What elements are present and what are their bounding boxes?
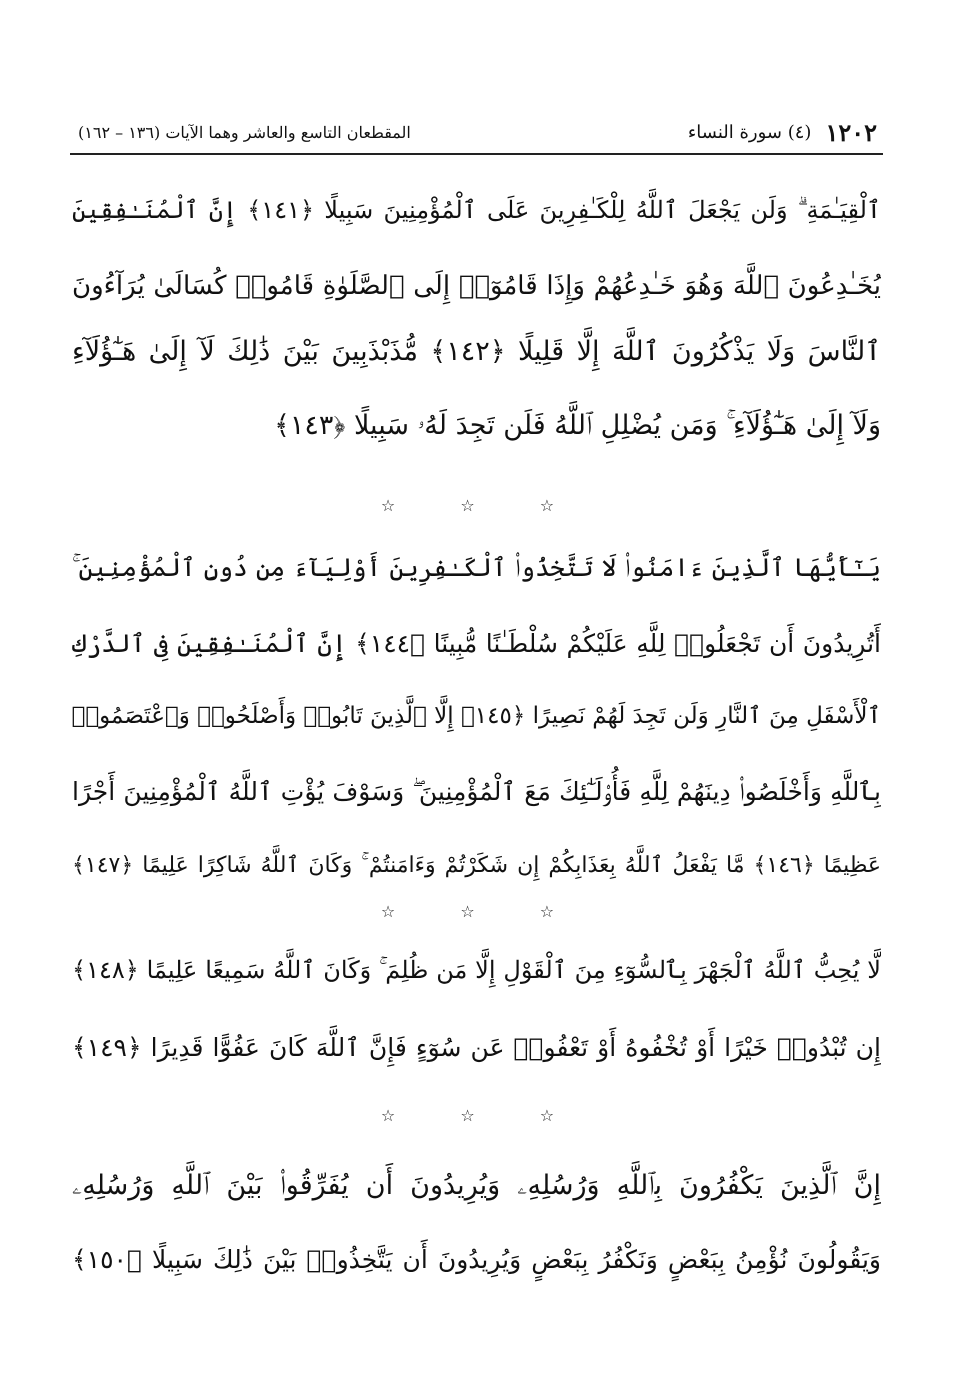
verse-line: يَـٰٓأَيُّهَا ٱلَّذِينَ ءَامَنُوا۟ لَا تَتَّخِذُوا۟ ٱلْكَـٰفِرِينَ أَوْلِيَآءَ مِن دُونِ ٱلْمُؤْمِنِينَ ۚ [72,553,881,582]
header-rule [70,153,883,155]
separator-stars: ☆ ☆ ☆ [380,496,585,515]
section-title: المقطعان التاسع والعاشر وهما الآيات (١٣٦ – ١٦٢) [78,122,411,142]
verse-line: ٱلْأَسْفَلِ مِنَ ٱلنَّارِ وَلَن تَجِدَ لَهُمْ نَصِيرًا ﴿١٤٥﴾ إِلَّا ٱلَّذِينَ تَابُوا۟ وَأَصْلَحُوا۟ وَٱعْتَصَمُوا۟ [72,703,881,729]
verse-line: لَّا يُحِبُّ ٱللَّهُ ٱلْجَهْرَ بِٱلسُّوٓءِ مِنَ ٱلْقَوْلِ إِلَّا مَن ظُلِمَ ۚ وَكَانَ ٱللَّهُ سَمِيعًا عَلِيمًا ﴿١٤٨﴾ [72,956,881,984]
header-right [688,118,877,147]
page-number: ١٢٠٢ [825,117,877,147]
running-header [78,114,877,150]
verse-line: وَلَآ إِلَىٰ هَـٰٓؤُلَآءِ ۚ وَمَن يُضْلِلِ ٱللَّهُ فَلَن تَجِدَ لَهُۥ سَبِيلًا ﴿١٤٣﴾ [274,410,881,441]
verse-line: وَيَقُولُونَ نُؤْمِنُ بِبَعْضٍ وَنَكْفُرُ بِبَعْضٍ وَيُرِيدُونَ أَن يَتَّخِذُوا۟ بَيْنَ ذَٰلِكَ سَبِيلًا ﴿١٥٠﴾ [72,1245,881,1274]
verse-line: ٱلنَّاسَ وَلَا يَذْكُرُونَ ٱللَّهَ إِلَّا قَلِيلًا ﴿١٤٢﴾ مُّذَبْذَبِينَ بَيْنَ ذَٰلِكَ لَآ إِلَىٰ هَـٰٓؤُلَآءِ [72,336,881,367]
verse-line: إِن تُبْدُوا۟ خَيْرًا أَوْ تُخْفُوهُ أَوْ تَعْفُوا۟ عَن سُوٓءٍ فَإِنَّ ٱللَّهَ كَانَ عَفُوًّا قَدِيرًا ﴿١٤٩﴾ [72,1033,881,1062]
verse-line: ٱلْقِيَـٰمَةِ ۗ وَلَن يَجْعَلَ ٱللَّهُ لِلْكَـٰفِرِينَ عَلَى ٱلْمُؤْمِنِينَ سَبِيلًا ﴿١٤١﴾ إِنَّ ٱلْمُنَـٰفِقِينَ [72,196,881,224]
verse-line: عَظِيمًا ﴿١٤٦﴾ مَّا يَفْعَلُ ٱللَّهُ بِعَذَابِكُمْ إِن شَكَرْتُمْ وَءَامَنتُمْ ۚ وَكَانَ ٱللَّهُ شَاكِرًا عَلِيمًا ﴿١٤٧﴾ [72,853,881,878]
verse-line: يُخَـٰدِعُونَ ٱللَّهَ وَهُوَ خَـٰدِعُهُمْ وَإِذَا قَامُوٓا۟ إِلَى ٱلصَّلَوٰةِ قَامُوا۟ كُسَالَىٰ يُرَآءُونَ [72,271,881,301]
verse-line: بِٱللَّهِ وَأَخْلَصُوا۟ دِينَهُمْ لِلَّهِ فَأُو۟لَـٰٓئِكَ مَعَ ٱلْمُؤْمِنِينَ ۖ وَسَوْفَ يُؤْتِ ٱللَّهُ ٱلْمُؤْمِنِينَ أَجْرًا [72,777,881,806]
verse-line: إِنَّ ٱلَّذِينَ يَكْفُرُونَ بِٱللَّهِ وَرُسُلِهِۦ وَيُرِيدُونَ أَن يُفَرِّقُوا۟ بَيْنَ ٱللَّهِ وَرُسُلِهِۦ [72,1170,881,1201]
verse-line: أَتُرِيدُونَ أَن تَجْعَلُوا۟ لِلَّهِ عَلَيْكُمْ سُلْطَـٰنًا مُّبِينًا ﴿١٤٤﴾ إِنَّ ٱلْمُنَـٰفِقِينَ فِى ٱلدَّرْكِ [72,629,881,658]
surah-name: (٤) سورة النساء [687,121,812,143]
separator-stars: ☆ ☆ ☆ [380,1106,585,1125]
separator-stars: ☆ ☆ ☆ [380,902,585,921]
